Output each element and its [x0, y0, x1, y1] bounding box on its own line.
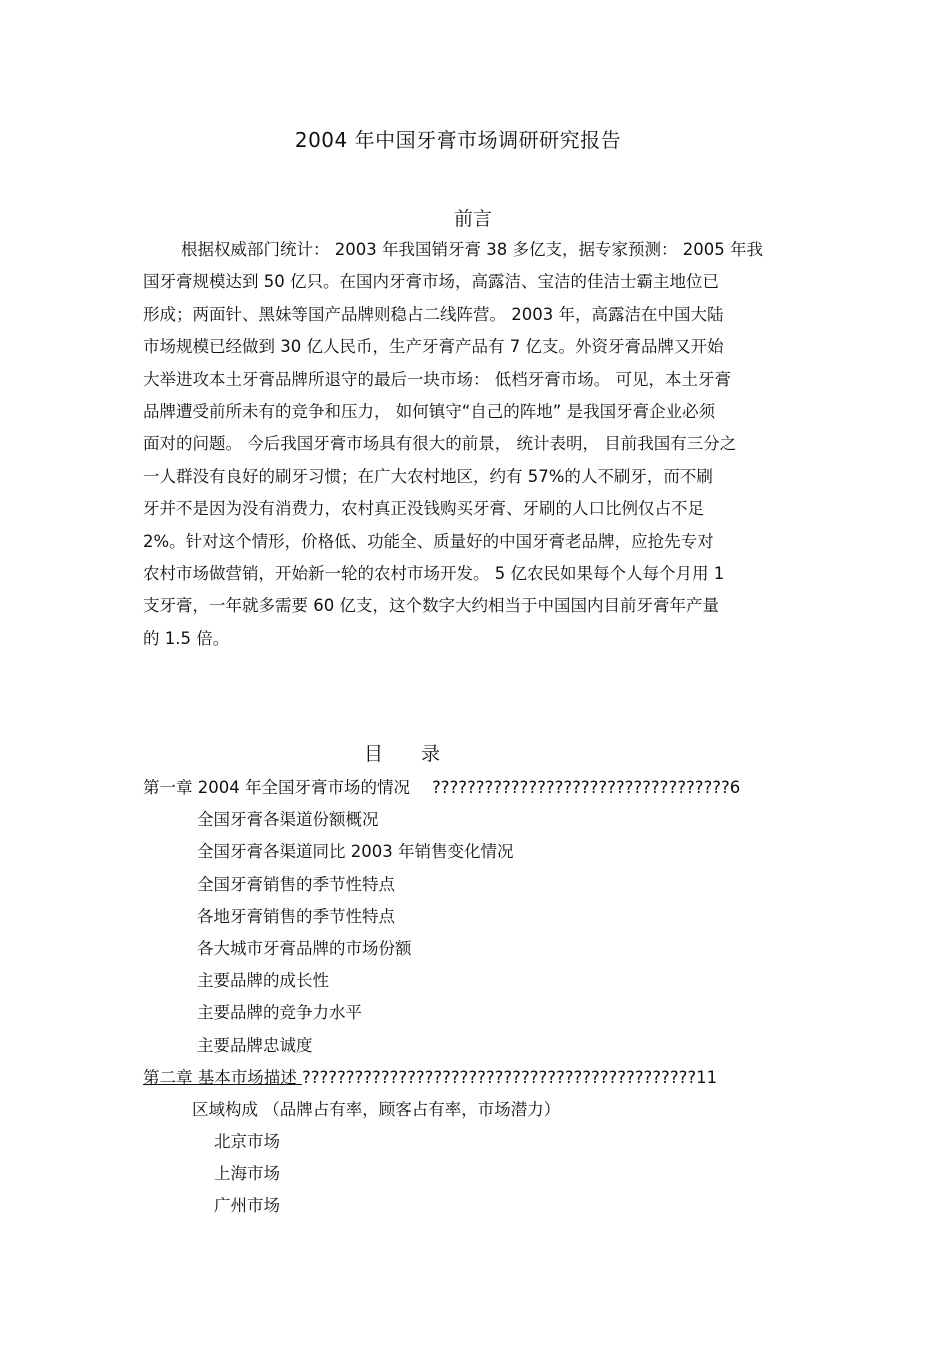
preface-body: [143, 234, 823, 655]
preface-heading: 前言: [453, 208, 492, 230]
toc-section[interactable]: 区域构成 （品牌占有率，顾客占有率，市场潜力）: [192, 1099, 561, 1119]
toc-item[interactable]: 主要品牌忠诚度: [197, 1035, 313, 1055]
toc-item[interactable]: 各大城市牙膏品牌的市场份额: [197, 938, 412, 958]
toc-item[interactable]: 全国牙膏各渠道份额概况: [197, 810, 379, 830]
toc-item[interactable]: 各地牙膏销售的季节性特点: [197, 906, 395, 926]
preface-line: 的 1.5 倍。: [143, 628, 230, 648]
preface-line: 市场规模已经做到 30 亿人民币，生产牙膏产品有 7 亿支。外资牙膏品牌又开始: [143, 337, 724, 357]
document-title: 2004 年中国牙膏市场调研研究报告: [294, 128, 622, 152]
toc-chapter-link[interactable]: 第二章 基本市场描述: [143, 1067, 302, 1087]
toc-subitem[interactable]: 北京市场: [214, 1132, 280, 1152]
toc-subitem[interactable]: 上海市场: [214, 1164, 280, 1184]
preface-line: 支牙膏，一年就多需要 60 亿支，这个数字大约相当于中国国内目前牙膏年产量: [143, 596, 719, 616]
toc-subitem[interactable]: 广州市场: [214, 1196, 280, 1216]
preface-line: 一人群没有良好的刷牙习惯；在广大农村地区，约有 57%的人不刷牙，而不刷: [143, 466, 713, 486]
toc-item[interactable]: 全国牙膏各渠道同比 2003 年销售变化情况: [197, 842, 514, 862]
toc-heading: 目 录: [363, 743, 457, 765]
preface-line: 2%。针对这个情形，价格低、功能全、质量好的中国牙膏老品牌，应抢先专对: [143, 531, 714, 551]
preface-line: 国牙膏规模达到 50 亿只。在国内牙膏市场，高露洁、宝洁的佳洁士霸主地位已: [143, 272, 719, 292]
table-of-contents: [143, 772, 823, 1223]
toc-leader: ?????????????????????????????????????????????11: [302, 1067, 718, 1087]
toc-item[interactable]: 全国牙膏销售的季节性特点: [197, 874, 395, 894]
preface-line: 根据权威部门统计： 2003 年我国销牙膏 38 多亿支，据专家预测： 2005 年我: [181, 240, 763, 259]
preface-line: 面对的问题。 今后我国牙膏市场具有很大的前景， 统计表明， 目前我国有三分之: [143, 434, 737, 454]
toc-chapter-label: 第一章 2004 年全国牙膏市场的情况: [143, 778, 410, 797]
preface-line: 牙并不是因为没有消费力，农村真正没钱购买牙膏、牙刷的人口比例仅占不足: [143, 499, 704, 519]
toc-item[interactable]: 主要品牌的成长性: [197, 971, 329, 991]
preface-line: 大举进攻本土牙膏品牌所退守的最后一块市场： 低档牙膏市场。 可见，本土牙膏: [143, 369, 731, 389]
preface-line: 农村市场做营销，开始新一轮的农村市场开发。 5 亿农民如果每个人每个月用 1: [143, 563, 725, 583]
preface-line: 品牌遭受前所未有的竞争和压力， 如何镇守“自己的阵地” 是我国牙膏企业必须: [143, 401, 716, 421]
toc-item[interactable]: 主要品牌的竞争力水平: [197, 1003, 362, 1023]
toc-chapter-1[interactable]: [143, 772, 823, 804]
toc-chapter-2[interactable]: [143, 1062, 823, 1094]
preface-line: 形成；两面针、黑妹等国产品牌则稳占二线阵营。 2003 年，高露洁在中国大陆: [143, 304, 724, 324]
toc-leader: ??????????????????????????????????6: [431, 778, 741, 797]
